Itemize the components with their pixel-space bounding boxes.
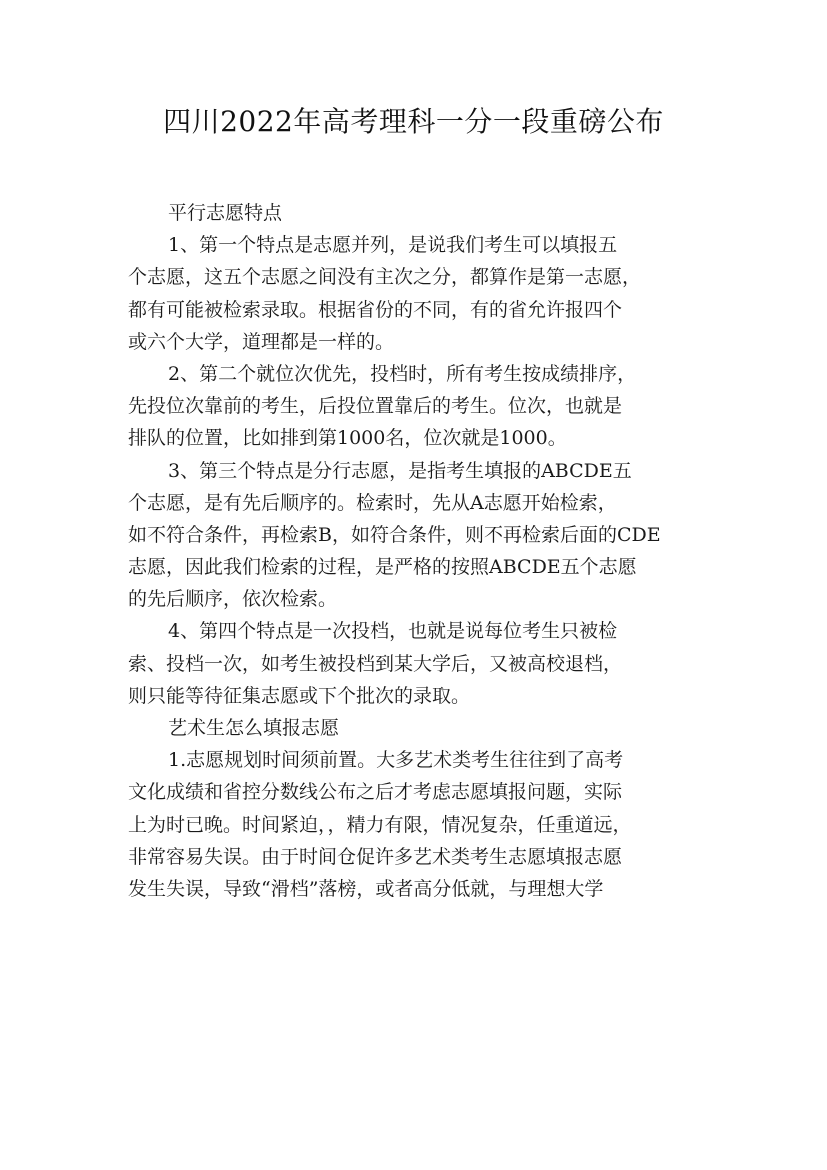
paragraph-line: 个志愿，是有先后顺序的。检索时，先从A志愿开始检索， [128, 491, 617, 514]
paragraph-line: 索、投档一次，如考生被投档到某大学后，又被高校退档， [128, 652, 623, 675]
paragraph-line: 都有可能被检索录取。根据省份的不同，有的省允许报四个 [128, 298, 623, 321]
paragraph-line: 或六个大学，道理都是一样的。 [128, 330, 395, 353]
paragraph-line: 4、第四个特点是一次投档，也就是说每位考生只被检 [168, 620, 618, 643]
paragraph-line: 则只能等待征集志愿或下个批次的录取。 [128, 684, 471, 707]
paragraph-line: 1.志愿规划时间须前置。大多艺术类考生往往到了高考 [168, 749, 624, 772]
paragraph-line: 2、第二个就位次优先，投档时，所有考生按成绩排序， [168, 362, 637, 385]
paragraph-line: 如不符合条件，再检索B，如符合条件，则不再检索后面的CDE [128, 523, 661, 546]
paragraph-line: 3、第三个特点是分行志愿，是指考生填报的ABCDE五 [168, 459, 632, 482]
paragraph-line: 志愿，因此我们检索的过程，是严格的按照ABCDE五个志愿 [128, 556, 637, 579]
section-heading-art-students: 艺术生怎么填报志愿 [168, 717, 340, 739]
document-title: 四川2022年高考理科一分一段重磅公布 [163, 105, 664, 138]
document-body [128, 197, 708, 905]
paragraph-line: 非常容易失误。由于时间仓促许多艺术类考生志愿填报志愿 [128, 845, 623, 868]
section-heading-parallel-volunteer: 平行志愿特点 [168, 202, 283, 224]
paragraph-line: 的先后顺序，依次检索。 [128, 588, 338, 611]
paragraph-line: 1、第一个特点是志愿并列，是说我们考生可以填报五 [168, 234, 618, 257]
paragraph-line: 个志愿，这五个志愿之间没有主次之分，都算作是第一志愿， [128, 266, 642, 289]
paragraph-line: 排队的位置，比如排到第1000名，位次就是1000。 [128, 427, 567, 450]
paragraph-line: 文化成绩和省控分数线公布之后才考虑志愿填报问题，实际 [128, 781, 623, 804]
paragraph-line: 先投位次靠前的考生，后投位置靠后的考生。位次，也就是 [128, 395, 623, 418]
paragraph-line: 上为时已晚。时间紧迫，，精力有限，情况复杂，任重道远， [128, 813, 632, 836]
paragraph-line: 发生失误，导致“滑档”落榜，或者高分低就，与理想大学 [128, 877, 604, 900]
